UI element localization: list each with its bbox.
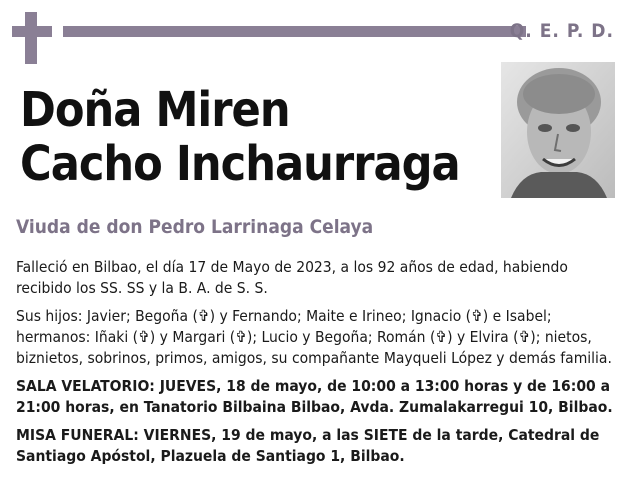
widow-subtitle: Viuda de don Pedro Larrinaga Celaya xyxy=(16,216,374,238)
cross-horizontal-bar xyxy=(12,26,52,37)
name-line-2: Cacho Inchaurraga xyxy=(20,135,460,192)
funeral-mass-text: MISA FUNERAL: VIERNES, 19 de mayo, a las SIETE de la tarde, Catedral de Santiago Apóstol, Plazuela de Santiago 1, Bilbao. xyxy=(16,426,600,465)
cross-vertical-bar xyxy=(25,12,37,64)
wake-info-text: SALA VELATORIO: JUEVES, 18 de mayo, de 10:00 a 13:00 horas y de 16:00 a 21:00 horas, en Tanatorio Bilbaina Bilbao, Avda. Zumalakarregui 10, Bilbao. xyxy=(16,377,613,416)
qepd-label: Q. E. P. D. xyxy=(509,20,614,42)
name-line-1: Doña Miren xyxy=(20,82,290,138)
death-notice-text: Falleció en Bilbao, el día 17 de Mayo de 2023, a los 92 años de edad, habiendo recibido los SS. SS y la B. A. de S. S. xyxy=(16,258,568,297)
portrait-illustration xyxy=(501,62,615,198)
header-divider xyxy=(63,26,526,37)
portrait-photo xyxy=(501,62,615,198)
deceased-name xyxy=(20,84,460,192)
family-text: Sus hijos: Javier; Begoña (✞) y Fernando; Maite e Irineo; Ignacio (✞) e Isabel; hermanos: Iñaki (✞) y Margari (✞); Lucio y Begoña; Román (✞) y Elvira (✞); nietos, biznietos, sobrinos, primos, amigos, su compañante Mayqueli López y demás familia. xyxy=(16,307,612,367)
